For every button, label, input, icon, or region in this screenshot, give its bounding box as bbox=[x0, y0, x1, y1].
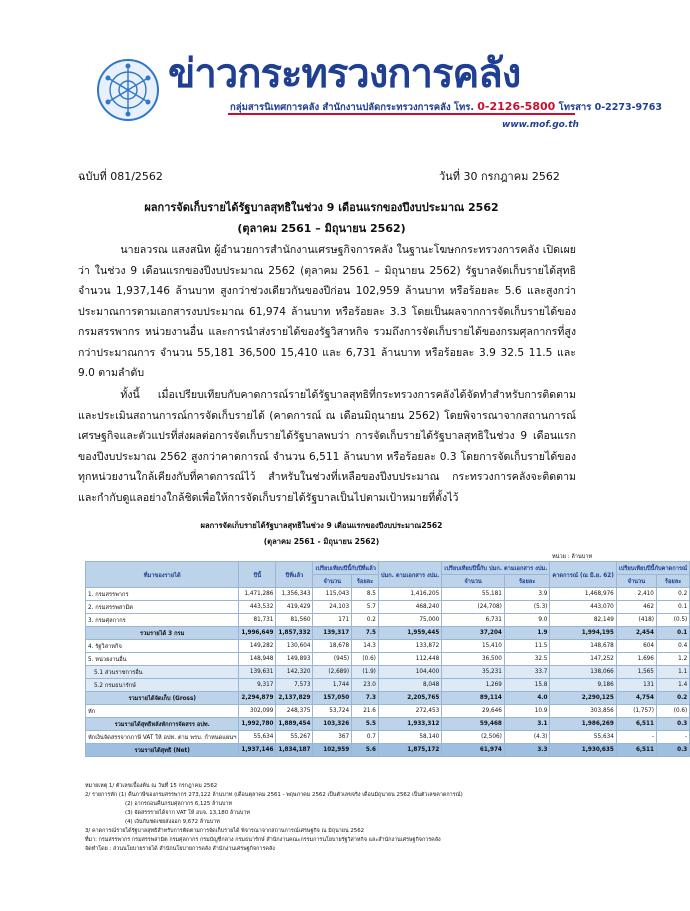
cell-value: 302,099 bbox=[239, 705, 276, 718]
cell-value: 6,731 bbox=[442, 614, 505, 627]
table-unit: หน่วย : ล้านบาท bbox=[552, 554, 593, 560]
table-row bbox=[86, 601, 690, 614]
cell-value: 5.6 bbox=[352, 744, 379, 757]
row-label: 5.2 กรมธนารักษ์ bbox=[86, 679, 239, 692]
cell-value: 10.9 bbox=[504, 705, 550, 718]
cell-value: 130,604 bbox=[276, 640, 313, 653]
table-row bbox=[86, 731, 690, 744]
cell-value: 2,137,829 bbox=[276, 692, 313, 705]
table-row bbox=[86, 705, 690, 718]
cell-value: 1,937,146 bbox=[239, 744, 276, 757]
document-number: ฉบับที่ 081/2562 bbox=[78, 170, 163, 183]
col-compare-last: เปรียบเทียบปีนี้กับปีที่แล้ว bbox=[313, 562, 378, 575]
table-row bbox=[86, 653, 690, 666]
cell-value: 0.4 bbox=[656, 640, 689, 653]
cell-value: (945) bbox=[313, 653, 352, 666]
cell-value: 2,294,879 bbox=[239, 692, 276, 705]
cell-value: 3.1 bbox=[504, 718, 550, 731]
cell-value: - bbox=[616, 731, 656, 744]
cell-value: 133,872 bbox=[378, 640, 441, 653]
cell-value: 1.4 bbox=[656, 679, 689, 692]
cell-value: 148,678 bbox=[550, 640, 616, 653]
cell-value: 58,140 bbox=[378, 731, 441, 744]
cell-value: 8,048 bbox=[378, 679, 441, 692]
cell-value: 157,050 bbox=[313, 692, 352, 705]
cell-value: 367 bbox=[313, 731, 352, 744]
cell-value: 1,269 bbox=[442, 679, 505, 692]
cell-value: 32.5 bbox=[504, 653, 550, 666]
cell-value: 61,974 bbox=[442, 744, 505, 757]
cell-value: 102,959 bbox=[313, 744, 352, 757]
cell-value: 1,857,332 bbox=[276, 627, 313, 640]
cell-value: (24,708) bbox=[442, 601, 505, 614]
cell-value: 1.2 bbox=[656, 653, 689, 666]
cell-value: 462 bbox=[616, 601, 656, 614]
document-subtitle: (ตุลาคม 2561 – มิถุนายน 2562) bbox=[237, 222, 406, 235]
cell-value: 443,532 bbox=[239, 601, 276, 614]
cell-value: 18,678 bbox=[313, 640, 352, 653]
cell-value: (2,506) bbox=[442, 731, 505, 744]
cell-value: 1,565 bbox=[616, 666, 656, 679]
cell-value: 89,114 bbox=[442, 692, 505, 705]
cell-value: 2,205,765 bbox=[378, 692, 441, 705]
paragraph-1 bbox=[78, 240, 576, 384]
cell-value: 1,889,454 bbox=[276, 718, 313, 731]
row-label: รวมรายได้สุทธิหลังหักการจัดสรร อปท. bbox=[86, 718, 239, 731]
cell-value: 1,959,445 bbox=[378, 627, 441, 640]
cell-value: 7,573 bbox=[276, 679, 313, 692]
row-label: รวมรายได้ 3 กรม bbox=[86, 627, 239, 640]
cell-value: 0.2 bbox=[352, 614, 379, 627]
cell-value: 604 bbox=[616, 640, 656, 653]
ministry-emblem-icon bbox=[96, 58, 160, 122]
row-label: หัก bbox=[86, 705, 239, 718]
cell-value: 104,400 bbox=[378, 666, 441, 679]
cell-value: 1,471,286 bbox=[239, 588, 276, 601]
cell-value: (418) bbox=[616, 614, 656, 627]
cell-value: 1,744 bbox=[313, 679, 352, 692]
table-row bbox=[86, 744, 690, 757]
cell-value: 1.1 bbox=[656, 666, 689, 679]
cell-value: 0.1 bbox=[656, 627, 689, 640]
table-row bbox=[86, 588, 690, 601]
cell-value: 3.3 bbox=[504, 744, 550, 757]
col-compare-budget: เปรียบเทียบปีนี้กับ ปมก. ตามเอกสาร งปม. bbox=[442, 562, 550, 575]
cell-value: 303,856 bbox=[550, 705, 616, 718]
col-last-year: ปีที่แล้ว bbox=[276, 562, 313, 588]
cell-value: 1,696 bbox=[616, 653, 656, 666]
cell-value: 5.7 bbox=[352, 601, 379, 614]
note-line: 3/ คาดการณ์รายได้รัฐบาลสุทธิสำหรับการติดตามการจัดเก็บรายได้ พิจารณาจากสถานการณ์เศรษฐกิจ ณ มิถุนายน 2562 bbox=[85, 828, 365, 834]
cell-value: (4.3) bbox=[504, 731, 550, 744]
cell-value: 131 bbox=[616, 679, 656, 692]
cell-value: (5.3) bbox=[504, 601, 550, 614]
cell-value: 15,410 bbox=[442, 640, 505, 653]
cell-value: 149,282 bbox=[239, 640, 276, 653]
note-line: หมายเหตุ 1/ ตัวเลขเบื้องต้น ณ วันที่ 15 กรกฎาคม 2562 bbox=[85, 783, 218, 789]
col-this-year: ปีนี้ bbox=[239, 562, 276, 588]
cell-value: 36,500 bbox=[442, 653, 505, 666]
document-title: ผลการจัดเก็บรายได้รัฐบาลสุทธิในช่วง 9 เดือนแรกของปีงบประมาณ 2562 bbox=[144, 201, 499, 214]
cell-value: 14.3 bbox=[352, 640, 379, 653]
sub-percent: ร้อยละ bbox=[504, 575, 550, 588]
fax-label: โทรสาร bbox=[558, 102, 592, 113]
table-body bbox=[86, 588, 690, 757]
brand-title: ข่าวกระทรวงการคลัง bbox=[168, 51, 521, 97]
cell-value: 15.8 bbox=[504, 679, 550, 692]
table-row bbox=[86, 666, 690, 679]
cell-value: 443,070 bbox=[550, 601, 616, 614]
cell-value: 6,511 bbox=[616, 744, 656, 757]
table-row bbox=[86, 679, 690, 692]
table-subtitle: (ตุลาคม 2561 - มิถุนายน 2562) bbox=[263, 537, 380, 546]
table-row bbox=[86, 627, 690, 640]
table-header-row bbox=[86, 562, 690, 575]
note-line: (4) เงินกันชดเชยส่งออก 9,672 ล้านบาท bbox=[125, 819, 220, 825]
cell-value: 35,231 bbox=[442, 666, 505, 679]
cell-value: 8.5 bbox=[352, 588, 379, 601]
cell-value: (2,689) bbox=[313, 666, 352, 679]
cell-value: 0.3 bbox=[656, 718, 689, 731]
cell-value: 112,448 bbox=[378, 653, 441, 666]
cell-value: 139,631 bbox=[239, 666, 276, 679]
cell-value: 1,875,172 bbox=[378, 744, 441, 757]
sub-amount: จำนวน bbox=[442, 575, 505, 588]
cell-value: 9,317 bbox=[239, 679, 276, 692]
note-line: (3) จัดสรรรายได้จาก VAT ให้ อบจ. 13,180 ล้านบาท bbox=[125, 810, 250, 816]
cell-value: 2,454 bbox=[616, 627, 656, 640]
table-notes bbox=[85, 782, 559, 854]
sub-amount: จำนวน bbox=[313, 575, 352, 588]
cell-value: 2,410 bbox=[616, 588, 656, 601]
cell-value: 82,149 bbox=[550, 614, 616, 627]
cell-value: 55,181 bbox=[442, 588, 505, 601]
cell-value: 6,511 bbox=[616, 718, 656, 731]
revenue-table bbox=[85, 561, 690, 757]
sub-percent: ร้อยละ bbox=[352, 575, 379, 588]
table-row bbox=[86, 692, 690, 705]
row-label: 4. รัฐวิสาหกิจ bbox=[86, 640, 239, 653]
paragraph-1-text: นายลวรณ แสงสนิท ผู้อำนวยการสำนักงานเศรษฐกิจการคลัง ในฐานะโฆษกกระทรวงการคลัง เปิดเผยว่า ในช่วง 9 เดือนแรกของปีงบประมาณ 2562 (ตุลาคม 2561 – มิถุนายน 2562) รัฐบาลจัดเก็บรายได้สุทธิ จำนวน 1,937,146 ล้านบาท สูงกว่าช่วงเดียวกันของปีก่อน 102,959 ล้านบาท หรือร้อยละ 5.6 และสูงกว่าประมาณการตามเอกสารงบประมาณ 61,974 ล้านบาท หรือร้อยละ 3.3 โดยเป็นผลจากการจัดเก็บรายได้ของกรมสรรพากร หน่วยงานอื่น และการนำส่งรายได้ของรัฐวิสาหกิจ รวมถึงการจัดเก็บรายได้ของกรมศุลกากรที่สูงกว่าประมาณการ จำนวน 55,181 36,500 15,410 และ 6,731 ล้านบาท หรือร้อยละ 3.9 32.5 11.5 และ 9.0 ตามลำดับ bbox=[78, 244, 576, 379]
cell-value: 1,468,976 bbox=[550, 588, 616, 601]
cell-value: 3.9 bbox=[504, 588, 550, 601]
cell-value: 1,994,195 bbox=[550, 627, 616, 640]
cell-value: 55,634 bbox=[550, 731, 616, 744]
table-row bbox=[86, 718, 690, 731]
cell-value: 11.5 bbox=[504, 640, 550, 653]
cell-value: 147,252 bbox=[550, 653, 616, 666]
cell-value: 138,066 bbox=[550, 666, 616, 679]
cell-value: 1,834,187 bbox=[276, 744, 313, 757]
cell-value: 7.5 bbox=[352, 627, 379, 640]
cell-value: 0.2 bbox=[656, 692, 689, 705]
cell-value: 9.0 bbox=[504, 614, 550, 627]
cell-value: 1,356,343 bbox=[276, 588, 313, 601]
org-name: กลุ่มสารนิเทศการคลัง สำนักงานปลัดกระทรวงการคลัง โทร. bbox=[230, 102, 474, 113]
cell-value: 75,000 bbox=[378, 614, 441, 627]
cell-value: 0.7 bbox=[352, 731, 379, 744]
cell-value: (1,757) bbox=[616, 705, 656, 718]
cell-value: 21.6 bbox=[352, 705, 379, 718]
cell-value: 55,634 bbox=[239, 731, 276, 744]
sub-percent: ร้อยละ bbox=[656, 575, 689, 588]
cell-value: 1,992,780 bbox=[239, 718, 276, 731]
cell-value: 59,468 bbox=[442, 718, 505, 731]
cell-value: 81,560 bbox=[276, 614, 313, 627]
cell-value: 103,326 bbox=[313, 718, 352, 731]
cell-value: 53,724 bbox=[313, 705, 352, 718]
cell-value: 29,646 bbox=[442, 705, 505, 718]
letterhead bbox=[0, 0, 663, 140]
cell-value: 2,290,125 bbox=[550, 692, 616, 705]
cell-value: (1.9) bbox=[352, 666, 379, 679]
cell-value: 171 bbox=[313, 614, 352, 627]
note-line: 2/ รายการหัก (1) คืนภาษีของกรมสรรพากร 273,122 ล้านบาท (เดือนตุลาคม 2561 - พฤษภาคม 2562 เป็นตัวเลขจริง เดือนมิถุนายน 2562 เป็นตัวเลขคาดการณ์) bbox=[85, 792, 463, 798]
paragraph-2 bbox=[78, 385, 576, 508]
cell-value: 142,320 bbox=[276, 666, 313, 679]
cell-value: 4,754 bbox=[616, 692, 656, 705]
cell-value: 1,930,635 bbox=[550, 744, 616, 757]
cell-value: 148,948 bbox=[239, 653, 276, 666]
row-label: รวมรายได้จัดเก็บ (Gross) bbox=[86, 692, 239, 705]
row-label: 1. กรมสรรพากร bbox=[86, 588, 239, 601]
cell-value: 272,453 bbox=[378, 705, 441, 718]
cell-value: 9,186 bbox=[550, 679, 616, 692]
cell-value: (0.5) bbox=[656, 614, 689, 627]
cell-value: 1,416,205 bbox=[378, 588, 441, 601]
note-line: (2) อากรถอนคืนกรมศุลกากร 6,125 ล้านบาท bbox=[125, 801, 233, 807]
cell-value: 1,996,649 bbox=[239, 627, 276, 640]
note-line: ที่มา: กรมสรรพากร กรมสรรพสามิต กรมศุลกากร กรมบัญชีกลาง กรมธนารักษ์ สำนักงานคณะกรรมการนโยบายรัฐวิสาหกิจ และสำนักงานเศรษฐกิจการคลัง bbox=[85, 837, 441, 843]
col-forecast: คาดการณ์ (ณ มิ.ย. 62) bbox=[550, 562, 616, 588]
document-date: วันที่ 30 กรกฎาคม 2562 bbox=[439, 170, 560, 183]
cell-value: 0.1 bbox=[656, 601, 689, 614]
fax-number: 0-2273-9763 bbox=[594, 102, 663, 113]
cell-value: 0.3 bbox=[656, 744, 689, 757]
cell-value: 5.5 bbox=[352, 718, 379, 731]
cell-value: 23.0 bbox=[352, 679, 379, 692]
cell-value: - bbox=[656, 731, 689, 744]
row-label: รวมรายได้สุทธิ (Net) bbox=[86, 744, 239, 757]
row-label: 5.1 ส่วนราชการอื่น bbox=[86, 666, 239, 679]
row-label: 5. หน่วยงานอื่น bbox=[86, 653, 239, 666]
sub-amount: จำนวน bbox=[616, 575, 656, 588]
cell-value: 4.0 bbox=[504, 692, 550, 705]
phone-number: 0-2126-5800 bbox=[477, 100, 556, 113]
cell-value: 7.3 bbox=[352, 692, 379, 705]
contact-line bbox=[230, 100, 662, 115]
cell-value: 139,317 bbox=[313, 627, 352, 640]
row-label: หักเงินจัดสรรจากภาษี VAT ให้ อปท. ตาม พรบ. กำหนดแผนฯ bbox=[86, 731, 239, 744]
table-row bbox=[86, 640, 690, 653]
cell-value: (0.6) bbox=[352, 653, 379, 666]
cell-value: 419,429 bbox=[276, 601, 313, 614]
cell-value: 24,103 bbox=[313, 601, 352, 614]
paragraph-2-text: ทั้งนี้ เมื่อเปรียบเทียบกับคาดการณ์รายได้รัฐบาลสุทธิที่กระทรวงการคลังได้จัดทำสำหรับการติดตามและประเมินสถานการณ์การจัดเก็บรายได้ (คาดการณ์ ณ เดือนมิถุนายน 2562) โดยพิจารณาจากสถานการณ์เศรษฐกิจและตัวแปรที่ส่งผลต่อการจัดเก็บรายได้รัฐบาลพบว่า การจัดเก็บรายได้รัฐบาลสุทธิในช่วง 9 เดือนแรกของปีงบประมาณ 2562 สูงกว่าคาดการณ์ จำนวน 6,511 ล้านบาท หรือร้อยละ 0.3 โดยการจัดเก็บรายได้ของทุกหน่วยงานใกล้เคียงกับที่คาดการณ์ไว้ สำหรับในช่วงที่เหลือของปีงบประมาณ กระทรวงการคลังจะติดตามและกำกับดูแลอย่างใกล้ชิดเพื่อให้การจัดเก็บรายได้รัฐบาลเป็นไปตามเป้าหมายที่ตั้งไว้ bbox=[78, 389, 576, 504]
col-compare-forecast: เปรียบเทียบปีนี้กับคาดการณ์ bbox=[616, 562, 689, 575]
cell-value: 55,267 bbox=[276, 731, 313, 744]
cell-value: 149,893 bbox=[276, 653, 313, 666]
cell-value: 33.7 bbox=[504, 666, 550, 679]
cell-value: 0.2 bbox=[656, 588, 689, 601]
row-label: 3. กรมศุลกากร bbox=[86, 614, 239, 627]
table-title: ผลการจัดเก็บรายได้รัฐบาลสุทธิในช่วง 9 เดือนแรกของปีงบประมาณ2562 bbox=[200, 521, 443, 530]
row-label: 2. กรมสรรพสามิต bbox=[86, 601, 239, 614]
cell-value: (0.6) bbox=[656, 705, 689, 718]
cell-value: 115,043 bbox=[313, 588, 352, 601]
cell-value: 81,731 bbox=[239, 614, 276, 627]
cell-value: 468,240 bbox=[378, 601, 441, 614]
cell-value: 37,204 bbox=[442, 627, 505, 640]
cell-value: 248,375 bbox=[276, 705, 313, 718]
col-budget: ปมก. ตามเอกสาร งปม. bbox=[378, 562, 441, 588]
cell-value: 1,933,312 bbox=[378, 718, 441, 731]
col-agency: ที่มาของรายได้ bbox=[86, 562, 239, 588]
cell-value: 1,986,269 bbox=[550, 718, 616, 731]
cell-value: 1.9 bbox=[504, 627, 550, 640]
website-link[interactable]: www.mof.go.th bbox=[502, 120, 579, 130]
note-line: จัดทำโดย : ส่วนนโยบายรายได้ สำนักนโยบายการคลัง สำนักงานเศรษฐกิจการคลัง bbox=[85, 846, 275, 852]
table-row bbox=[86, 614, 690, 627]
